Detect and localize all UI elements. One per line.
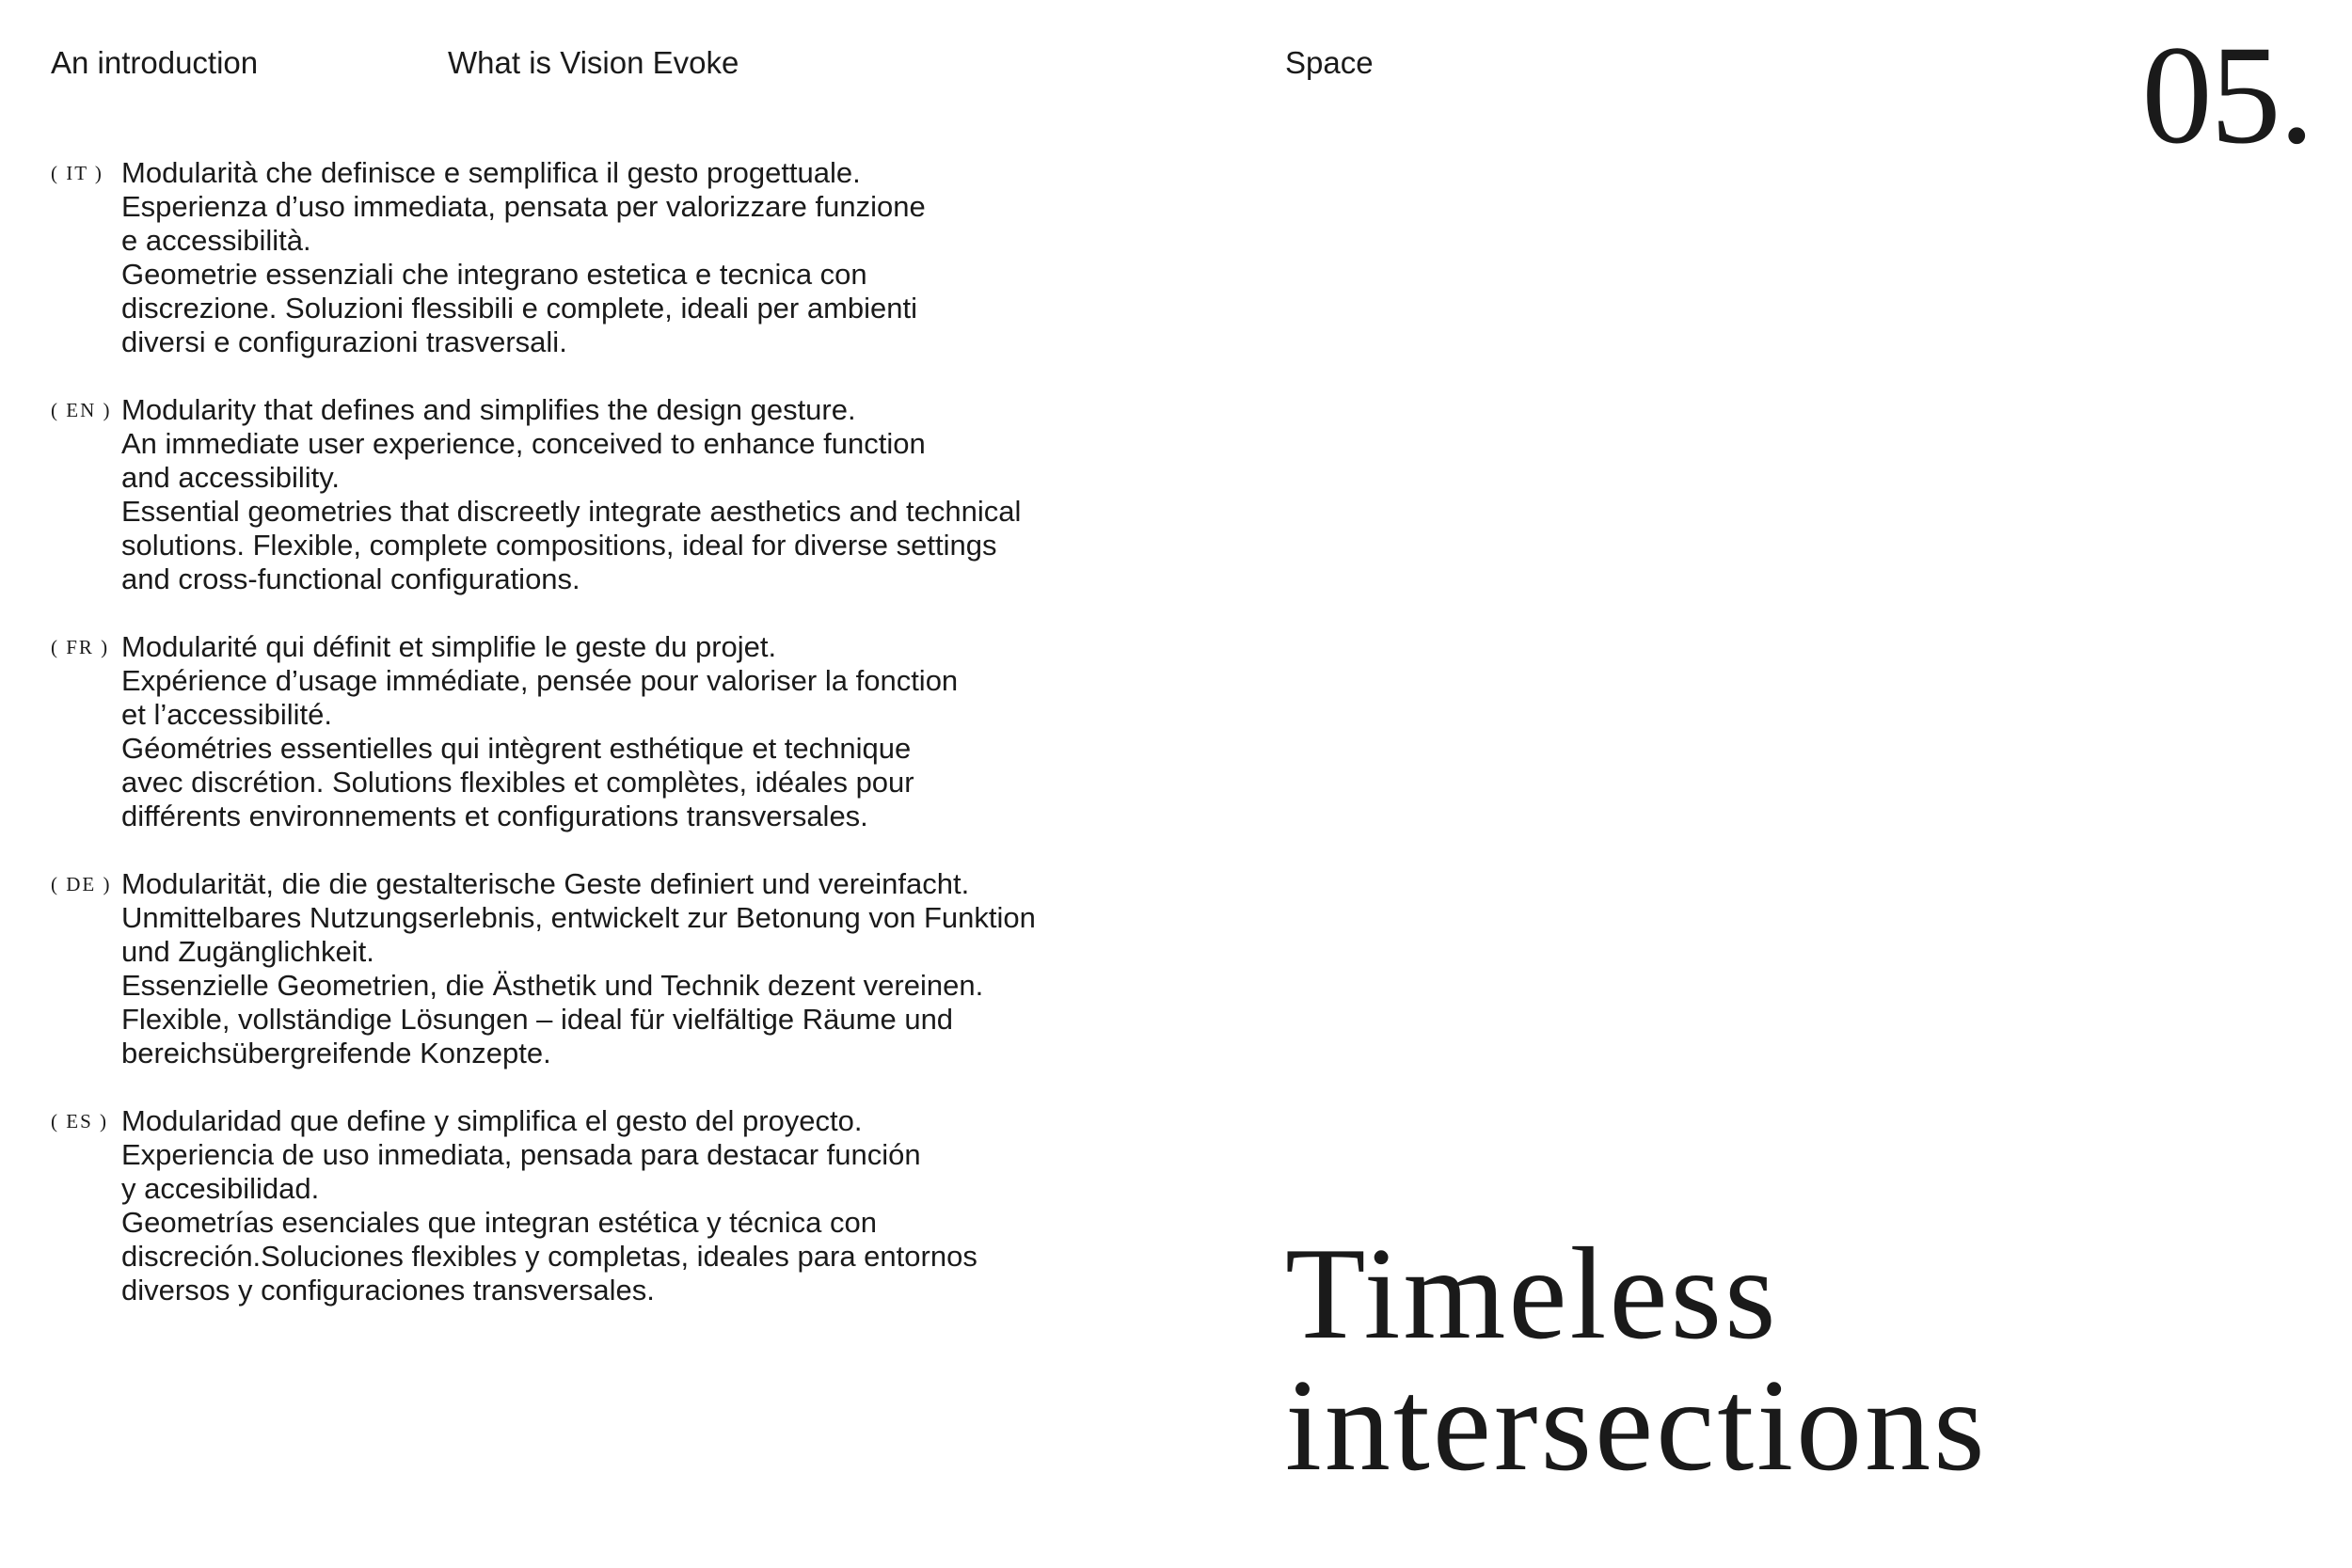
text-line: Modularidad que define y simplifica el gesto del proyecto. bbox=[121, 1104, 863, 1137]
text-block-en bbox=[51, 393, 1048, 630]
text-line: diversi e configurazioni trasversali. bbox=[121, 325, 567, 358]
language-tag: ( FR ) bbox=[51, 636, 110, 658]
language-tag: ( DE ) bbox=[51, 873, 112, 895]
text-block-es bbox=[51, 1104, 1048, 1341]
text-line: Modularity that defines and simplifies the design gesture. bbox=[121, 393, 856, 426]
text-line: diversos y configuraciones transversales. bbox=[121, 1274, 655, 1307]
multilingual-text bbox=[51, 156, 1048, 1341]
text-line: discreción.Soluciones flexibles y completas, ideales para entornos bbox=[121, 1240, 977, 1273]
language-tag: ( EN ) bbox=[51, 399, 112, 421]
text-line: e accessibilità. bbox=[121, 224, 311, 257]
text-line: Experiencia de uso inmediata, pensada para destacar función bbox=[121, 1138, 921, 1171]
text-line: Geometrías esenciales que integran estética y técnica con bbox=[121, 1206, 878, 1239]
text-line: and cross-functional configurations. bbox=[121, 562, 580, 595]
paragraph bbox=[121, 867, 1053, 1070]
headline bbox=[1285, 1221, 1988, 1498]
text-block-it bbox=[51, 156, 1048, 393]
language-tag: ( IT ) bbox=[51, 162, 103, 184]
text-line: and accessibility. bbox=[121, 461, 341, 494]
paragraph bbox=[121, 630, 1053, 833]
paragraph bbox=[121, 156, 1053, 359]
nav-section: Space bbox=[1285, 45, 1374, 80]
text-line: Essential geometries that discreetly integrate aesthetics and technical bbox=[121, 495, 1022, 528]
text-block-fr bbox=[51, 630, 1048, 867]
nav-intro: An introduction bbox=[51, 45, 259, 80]
language-tag: ( ES ) bbox=[51, 1110, 108, 1132]
text-line: Expérience d’usage immédiate, pensée pour valoriser la fonction bbox=[121, 664, 959, 697]
text-line: Esperienza d’uso immediata, pensata per valorizzare funzione bbox=[121, 190, 926, 223]
text-line: avec discrétion. Solutions flexibles et complètes, idéales pour bbox=[121, 766, 914, 799]
headline-line-2: intersections bbox=[1285, 1353, 1988, 1498]
text-line: solutions. Flexible, complete compositions, ideal for diverse settings bbox=[121, 529, 997, 562]
headline-line-1: Timeless bbox=[1285, 1221, 1779, 1367]
paragraph bbox=[121, 1104, 1053, 1307]
text-block-de bbox=[51, 867, 1048, 1104]
text-line: Flexible, vollständige Lösungen – ideal für vielfältige Räume und bbox=[121, 1003, 954, 1036]
text-line: Géométries essentielles qui intègrent esthétique et technique bbox=[121, 732, 912, 765]
text-line: y accesibilidad. bbox=[121, 1172, 320, 1205]
paragraph bbox=[121, 393, 1053, 596]
text-line: Essenzielle Geometrien, die Ästhetik und Technik dezent vereinen. bbox=[121, 969, 984, 1002]
text-line: discrezione. Soluzioni flessibili e complete, ideali per ambienti bbox=[121, 292, 918, 325]
text-line: et l’accessibilité. bbox=[121, 698, 332, 731]
text-line: Unmittelbares Nutzungserlebnis, entwickelt zur Betonung von Funktion bbox=[121, 901, 1036, 934]
nav-about: What is Vision Evoke bbox=[448, 45, 739, 80]
text-line: Geometrie essenziali che integrano estetica e tecnica con bbox=[121, 258, 867, 291]
text-line: Modularität, die die gestalterische Geste definiert und vereinfacht. bbox=[121, 867, 970, 900]
text-line: Modularité qui définit et simplifie le geste du projet. bbox=[121, 630, 777, 663]
text-line: bereichsübergreifende Konzepte. bbox=[121, 1037, 551, 1069]
text-line: und Zugänglichkeit. bbox=[121, 935, 374, 968]
text-line: An immediate user experience, conceived to enhance function bbox=[121, 427, 926, 460]
text-line: Modularità che definisce e semplifica il gesto progettuale. bbox=[121, 156, 861, 189]
page-number: 05. bbox=[2141, 17, 2312, 173]
text-line: différents environnements et configurations transversales. bbox=[121, 800, 868, 832]
